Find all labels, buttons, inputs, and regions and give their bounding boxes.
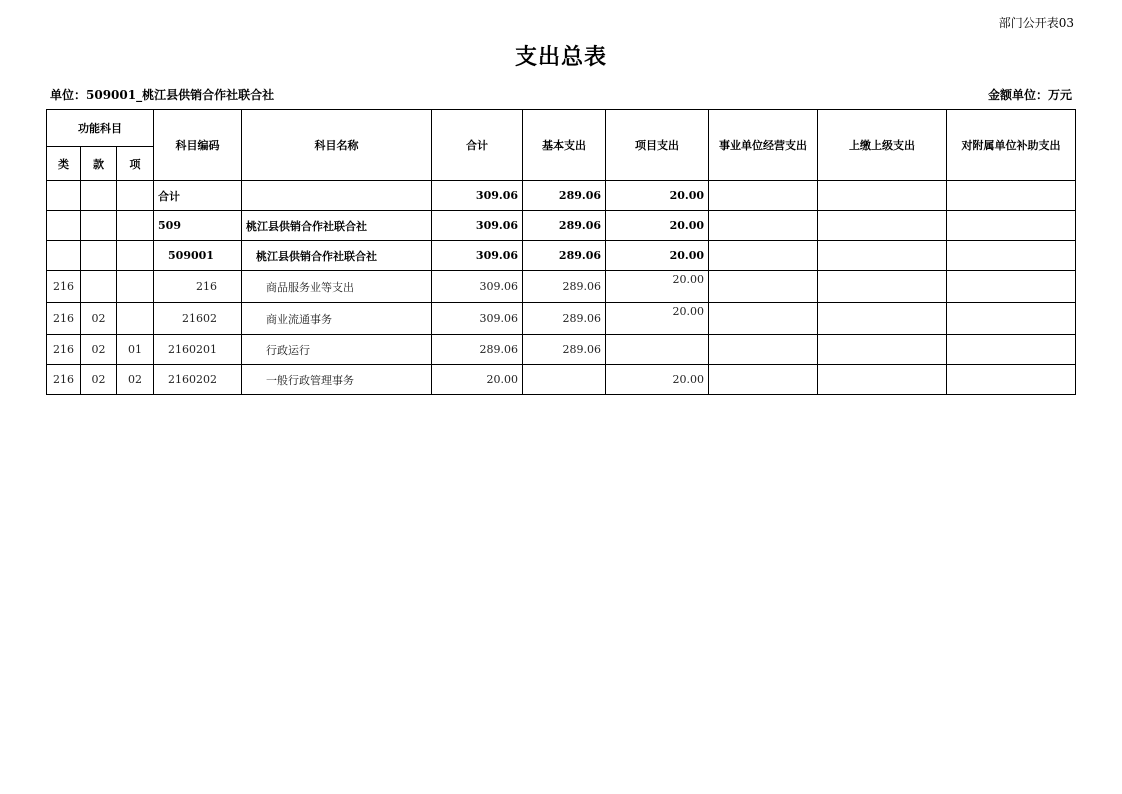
header-total: 合计 <box>432 110 523 181</box>
cell-code: 509001 <box>154 241 242 271</box>
cell-code: 509 <box>154 211 242 241</box>
cell-business <box>709 211 818 241</box>
cell-subsidy <box>947 241 1076 271</box>
cell-superior <box>818 365 947 395</box>
cell-total: 309.06 <box>432 241 523 271</box>
cell-superior <box>818 335 947 365</box>
cell-superior <box>818 181 947 211</box>
cell-name: 商品服务业等支出 <box>242 271 432 303</box>
cell-xiang: 02 <box>117 365 154 395</box>
cell-basic: 289.06 <box>523 271 606 303</box>
header-xiang: 项 <box>117 147 154 181</box>
cell-code: 216 <box>154 271 242 303</box>
cell-project: 20.00 <box>606 365 709 395</box>
cell-superior <box>818 211 947 241</box>
cell-lei: 216 <box>47 303 81 335</box>
cell-kuan <box>81 241 117 271</box>
cell-basic: 289.06 <box>523 303 606 335</box>
cell-kuan: 02 <box>81 335 117 365</box>
cell-business <box>709 335 818 365</box>
form-number-label: 部门公开表03 <box>998 16 1074 30</box>
table-row <box>47 303 1076 335</box>
cell-basic <box>523 365 606 395</box>
cell-project: 20.00 <box>606 181 709 211</box>
header-code: 科目编码 <box>154 110 242 181</box>
page-title: 支出总表 <box>514 44 607 70</box>
cell-project: 20.00 <box>606 241 709 271</box>
cell-name <box>242 181 432 211</box>
cell-xiang <box>117 271 154 303</box>
cell-name: 桃江县供销合作社联合社 <box>242 241 432 271</box>
cell-lei: 216 <box>47 271 81 303</box>
cell-total: 309.06 <box>432 211 523 241</box>
cell-subsidy <box>947 181 1076 211</box>
cell-total: 309.06 <box>432 303 523 335</box>
cell-kuan <box>81 181 117 211</box>
cell-basic: 289.06 <box>523 211 606 241</box>
table-row <box>47 365 1076 395</box>
cell-code: 2160202 <box>154 365 242 395</box>
cell-subsidy <box>947 303 1076 335</box>
cell-basic: 289.06 <box>523 181 606 211</box>
cell-business <box>709 241 818 271</box>
cell-xiang <box>117 303 154 335</box>
cell-name: 行政运行 <box>242 335 432 365</box>
cell-superior <box>818 241 947 271</box>
cell-name: 商业流通事务 <box>242 303 432 335</box>
cell-total: 20.00 <box>432 365 523 395</box>
cell-project: 20.00 <box>606 211 709 241</box>
header-project: 项目支出 <box>606 110 709 181</box>
expenditure-summary-table <box>46 109 1076 395</box>
header-subsidy: 对附属单位补助支出 <box>947 110 1076 181</box>
table-row <box>47 211 1076 241</box>
cell-subsidy <box>947 365 1076 395</box>
header-kuan: 款 <box>81 147 117 181</box>
cell-subsidy <box>947 335 1076 365</box>
cell-kuan: 02 <box>81 303 117 335</box>
cell-lei <box>47 211 81 241</box>
table-row <box>47 241 1076 271</box>
cell-lei: 216 <box>47 365 81 395</box>
cell-code: 21602 <box>154 303 242 335</box>
cell-kuan <box>81 211 117 241</box>
header-name: 科目名称 <box>242 110 432 181</box>
cell-project: 20.00 <box>606 271 709 303</box>
cell-subsidy <box>947 271 1076 303</box>
cell-business <box>709 303 818 335</box>
header-func-subject: 功能科目 <box>47 110 154 147</box>
cell-xiang <box>117 181 154 211</box>
table-row <box>47 271 1076 303</box>
cell-total: 289.06 <box>432 335 523 365</box>
cell-project <box>606 335 709 365</box>
cell-total: 309.06 <box>432 271 523 303</box>
cell-code: 合计 <box>154 181 242 211</box>
cell-name: 桃江县供销合作社联合社 <box>242 211 432 241</box>
cell-xiang: 01 <box>117 335 154 365</box>
cell-superior <box>818 271 947 303</box>
cell-lei <box>47 181 81 211</box>
cell-name: 一般行政管理事务 <box>242 365 432 395</box>
cell-lei <box>47 241 81 271</box>
cell-kuan: 02 <box>81 365 117 395</box>
cell-business <box>709 271 818 303</box>
table-row-total <box>47 181 1076 211</box>
cell-lei: 216 <box>47 335 81 365</box>
cell-subsidy <box>947 211 1076 241</box>
cell-superior <box>818 303 947 335</box>
cell-total: 309.06 <box>432 181 523 211</box>
cell-basic: 289.06 <box>523 335 606 365</box>
cell-business <box>709 365 818 395</box>
header-basic: 基本支出 <box>523 110 606 181</box>
cell-xiang <box>117 211 154 241</box>
header-lei: 类 <box>47 147 81 181</box>
cell-business <box>709 181 818 211</box>
table-row <box>47 335 1076 365</box>
unit-label: 单位：509001_桃江县供销合作社联合社 <box>50 88 275 102</box>
header-business: 事业单位经营支出 <box>709 110 818 181</box>
amount-unit-label: 金额单位：万元 <box>987 88 1072 102</box>
cell-project: 20.00 <box>606 303 709 335</box>
header-superior: 上缴上级支出 <box>818 110 947 181</box>
cell-code: 2160201 <box>154 335 242 365</box>
cell-basic: 289.06 <box>523 241 606 271</box>
cell-xiang <box>117 241 154 271</box>
cell-kuan <box>81 271 117 303</box>
